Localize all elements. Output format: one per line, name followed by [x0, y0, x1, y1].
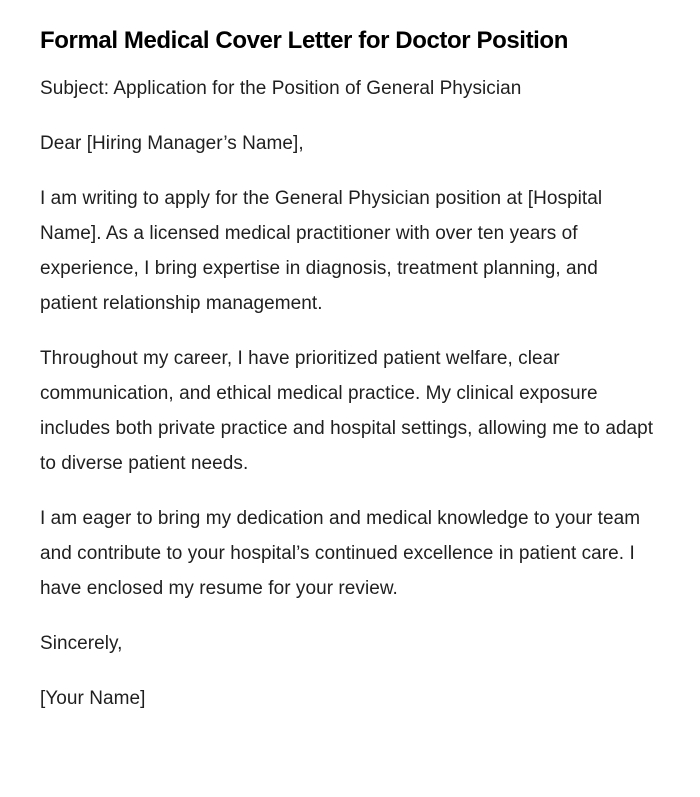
closing-line: Sincerely, [40, 633, 123, 654]
signature-name: [Your Name] [40, 688, 146, 709]
salutation: Dear [Hiring Manager’s Name], [40, 133, 304, 154]
body-paragraph-closing: I am eager to bring my dedication and medical knowledge to your team and contribute to your hospital’s continued excellence in patient care. I have enclosed my resume for your review. [40, 508, 641, 599]
letter-title: Formal Medical Cover Letter for Doctor Position [40, 27, 568, 54]
subject-line: Subject: Application for the Position of General Physician [40, 78, 522, 99]
body-paragraph-career: Throughout my career, I have prioritized patient welfare, clear communication, and ethical medical practice. My clinical exposure includes both private practice and hospital settings, allowing me to adapt to diverse patient needs. [40, 348, 654, 474]
body-paragraph-intro: I am writing to apply for the General Physician position at [Hospital Name]. As a licensed medical practitioner with over ten years of experience, I bring expertise in diagnosis, treatment planning, and patient relationship management. [40, 188, 603, 314]
